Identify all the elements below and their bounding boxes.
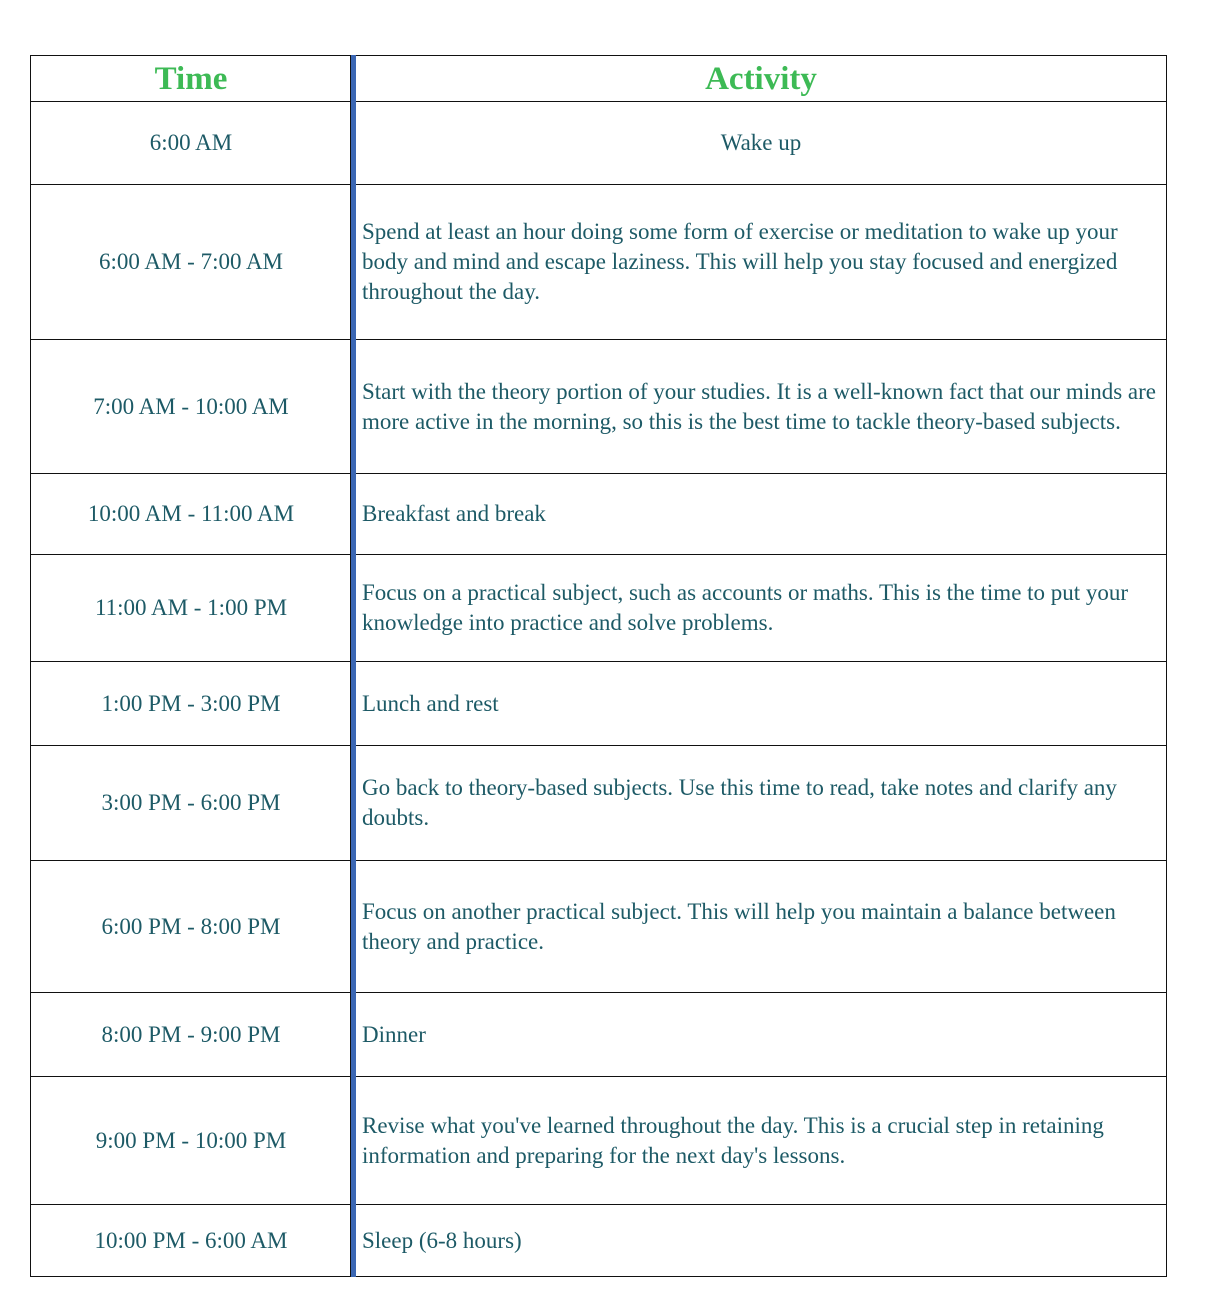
- time-cell: 7:00 AM - 10:00 AM: [31, 340, 354, 474]
- activity-cell: Breakfast and break: [354, 474, 1167, 555]
- activity-cell: Focus on another practical subject. This will help you maintain a balance between theory and practice.: [354, 861, 1167, 993]
- activity-cell: Go back to theory-based subjects. Use this time to read, take notes and clarify any doubts.: [354, 746, 1167, 861]
- table-row: [31, 1205, 1167, 1277]
- time-cell: 6:00 AM - 7:00 AM: [31, 185, 354, 340]
- time-cell: 10:00 PM - 6:00 AM: [31, 1205, 354, 1277]
- table-row: [31, 746, 1167, 861]
- table-row: [31, 340, 1167, 474]
- schedule-table: [30, 55, 1167, 1277]
- activity-cell: Revise what you've learned throughout the day. This is a crucial step in retaining information and preparing for the next day's lessons.: [354, 1077, 1167, 1205]
- time-cell: 1:00 PM - 3:00 PM: [31, 662, 354, 746]
- time-cell: 9:00 PM - 10:00 PM: [31, 1077, 354, 1205]
- time-header: Time: [31, 56, 354, 102]
- table-row: [31, 993, 1167, 1077]
- time-cell: 11:00 AM - 1:00 PM: [31, 555, 354, 662]
- table-row: [31, 1077, 1167, 1205]
- activity-cell: Spend at least an hour doing some form of exercise or meditation to wake up your body and mind and escape laziness. This will help you stay focused and energized throughout the day.: [354, 185, 1167, 340]
- table-row: [31, 102, 1167, 185]
- activity-cell: Focus on a practical subject, such as accounts or maths. This is the time to put your knowledge into practice and solve problems.: [354, 555, 1167, 662]
- table-row: [31, 474, 1167, 555]
- time-cell: 10:00 AM - 11:00 AM: [31, 474, 354, 555]
- time-cell: 6:00 PM - 8:00 PM: [31, 861, 354, 993]
- activity-cell: Dinner: [354, 993, 1167, 1077]
- table-row: [31, 861, 1167, 993]
- table-row: [31, 555, 1167, 662]
- activity-cell: Sleep (6-8 hours): [354, 1205, 1167, 1277]
- activity-cell: Wake up: [354, 102, 1167, 185]
- time-cell: 6:00 AM: [31, 102, 354, 185]
- activity-cell: Lunch and rest: [354, 662, 1167, 746]
- time-cell: 3:00 PM - 6:00 PM: [31, 746, 354, 861]
- time-cell: 8:00 PM - 9:00 PM: [31, 993, 354, 1077]
- table-row: [31, 185, 1167, 340]
- activity-header: Activity: [354, 56, 1167, 102]
- table-row: [31, 662, 1167, 746]
- header-row: [31, 56, 1167, 102]
- activity-cell: Start with the theory portion of your studies. It is a well-known fact that our minds are more active in the morning, so this is the best time to tackle theory-based subjects.: [354, 340, 1167, 474]
